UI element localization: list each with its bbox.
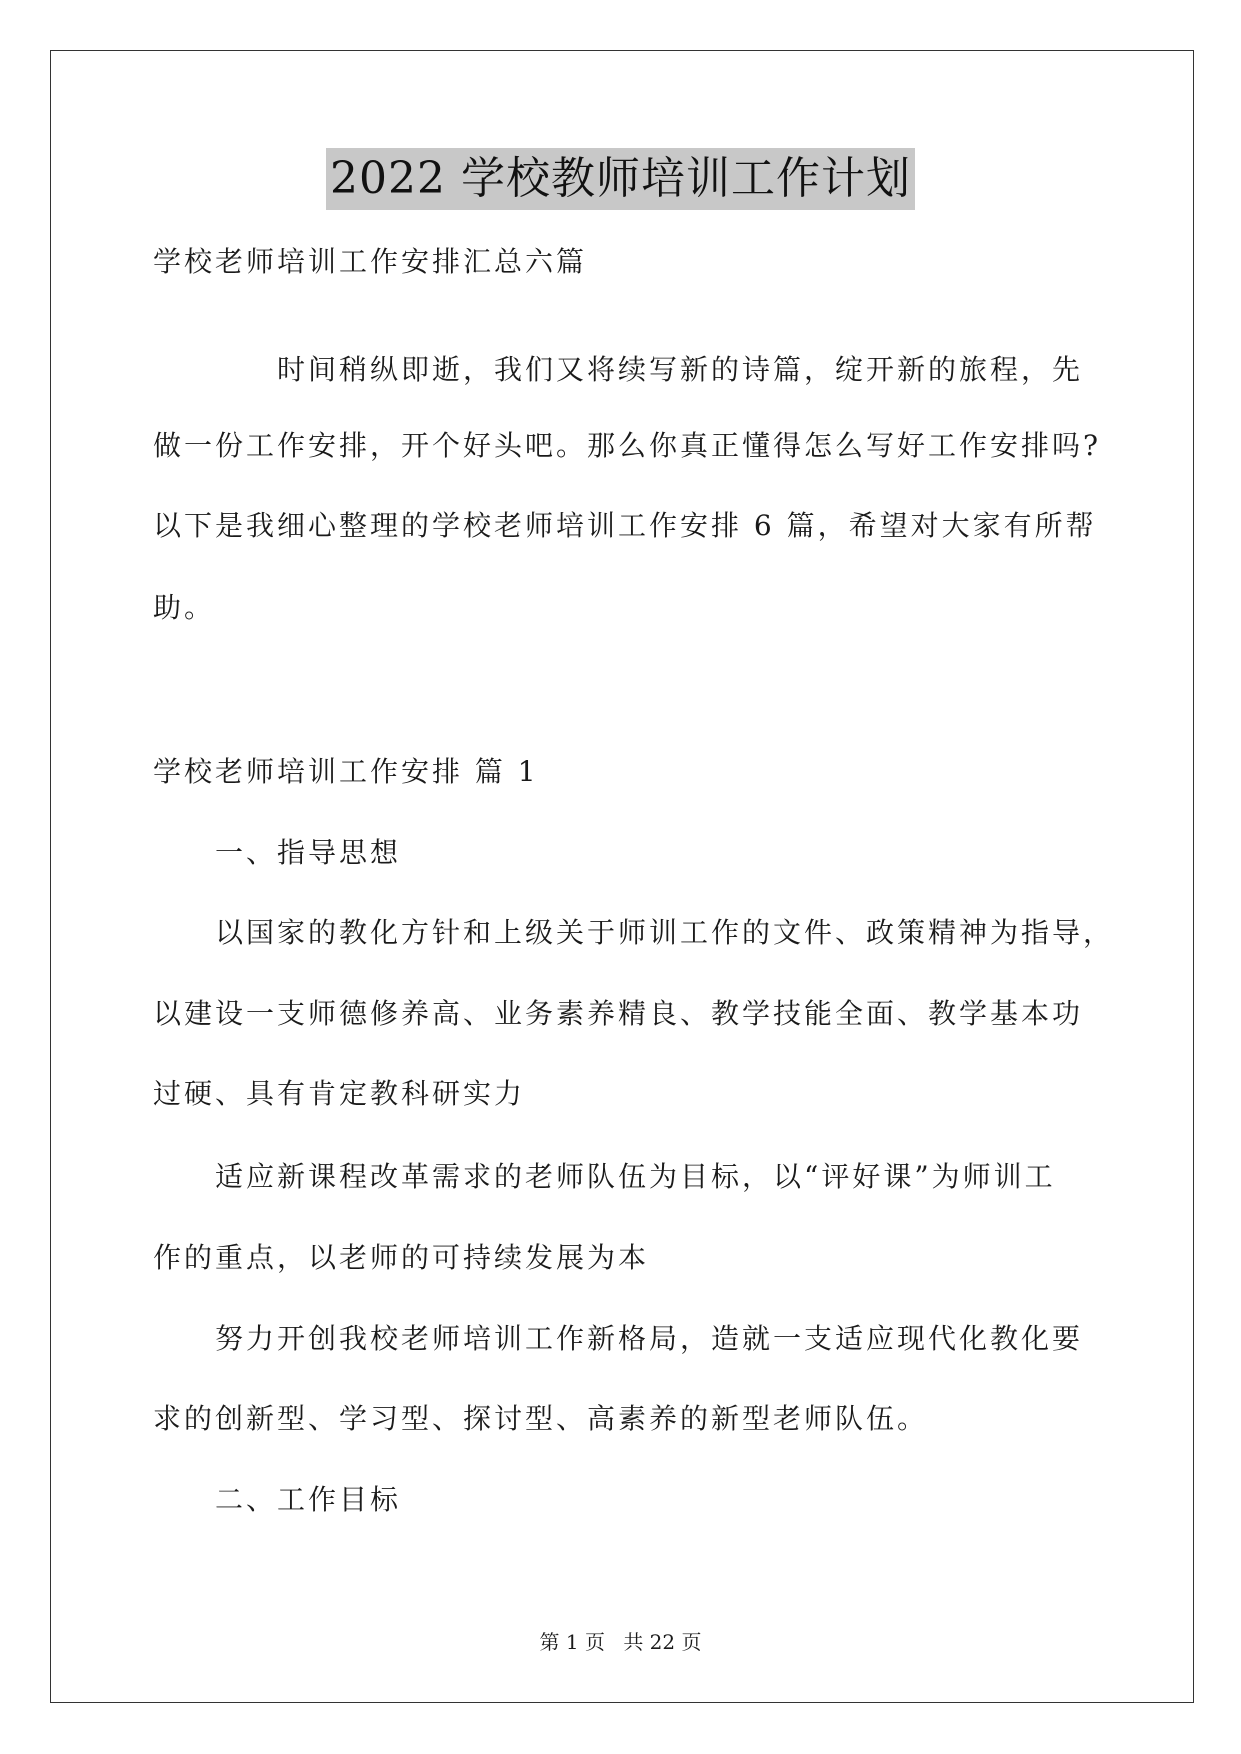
subsection-heading: 一、指导思想 <box>215 836 402 869</box>
paragraph-line: 求的创新型、学习型、探讨型、高素养的新型老师队伍。 <box>153 1402 929 1435</box>
paragraph-line: 时间稍纵即逝，我们又将续写新的诗篇，绽开新的旅程，先 <box>277 353 1084 386</box>
page-footer <box>0 1628 1241 1656</box>
page-total: 共 22 页 <box>623 1630 702 1654</box>
paragraph-line: 以建设一支师德修养高、业务素养精良、教学技能全面、教学基本功 <box>153 997 1084 1030</box>
paragraph-line: 努力开创我校老师培训工作新格局，造就一支适应现代化教化要 <box>215 1322 1084 1355</box>
paragraph-line: 以国家的教化方针和上级关于师训工作的文件、政策精神为指导， <box>215 916 1115 949</box>
paragraph-line: 适应新课程改革需求的老师队伍为目标，以“评好课”为师训工 <box>215 1160 1056 1193</box>
paragraph-line: 作的重点，以老师的可持续发展为本 <box>153 1241 650 1274</box>
title-container <box>0 148 1241 210</box>
document-title: 2022 学校教师培训工作计划 <box>326 148 915 210</box>
subtitle-line: 学校老师培训工作安排汇总六篇 <box>153 245 588 278</box>
paragraph-line: 做一份工作安排，开个好头吧。那么你真正懂得怎么写好工作安排吗? <box>153 429 1102 462</box>
paragraph-line: 过硬、具有肯定教科研实力 <box>153 1077 526 1110</box>
section-heading: 学校老师培训工作安排 篇 1 <box>153 755 539 788</box>
page-number: 第 1 页 <box>539 1630 605 1654</box>
paragraph-line: 以下是我细心整理的学校老师培训工作安排 6 篇，希望对大家有所帮 <box>153 509 1097 542</box>
subsection-heading: 二、工作目标 <box>215 1483 402 1516</box>
page-border <box>50 50 1194 1703</box>
paragraph-line: 助。 <box>153 591 216 624</box>
